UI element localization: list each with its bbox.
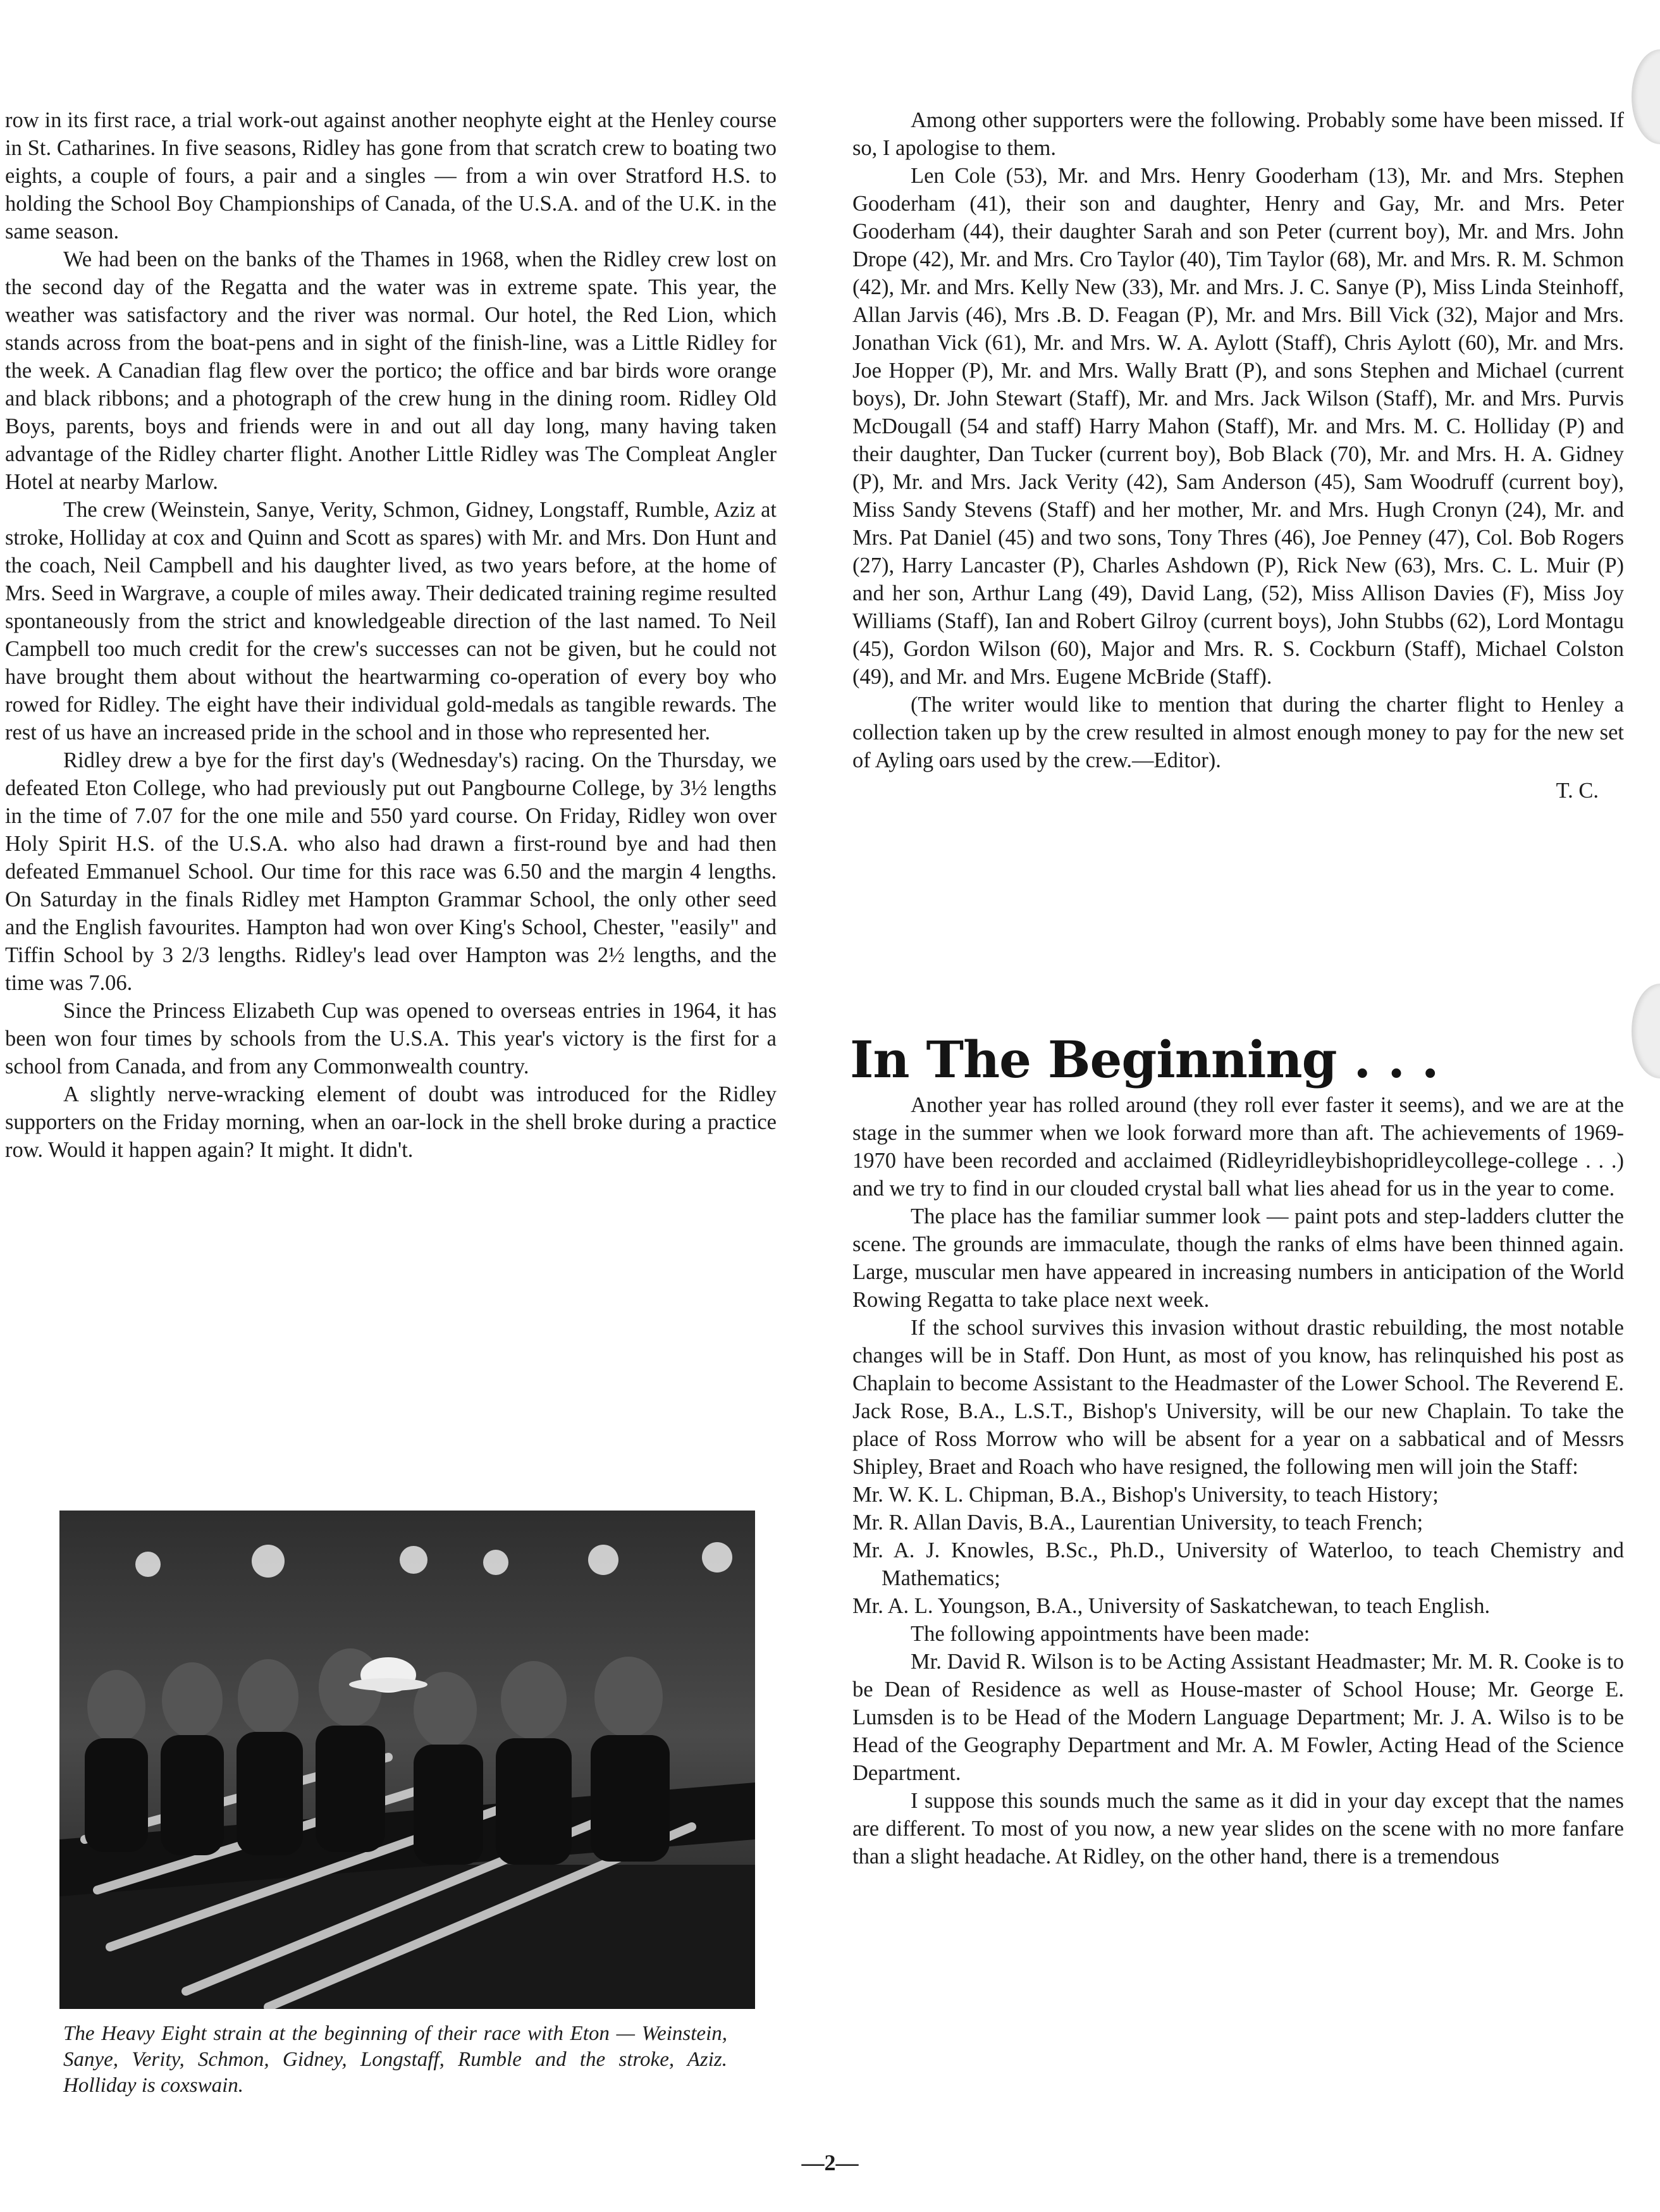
paragraph: Ridley drew a bye for the first day's (Wednesday's) racing. On the Thursday, we defeated Eton College, who had previously put out Pangbourne College, by 3½ lengths in the time of 7.07 for the one mile and 550 yard course. On Friday, Ridley won over Holy Spirit H.S. of the U.S.A. who also had drawn a first-round bye and had then defeated Emmanuel School. Our time for this race was 6.50 and the margin 4 lengths. On Saturday in the finals Ridley met Hampton Grammar School, the only other seed and the English favourites. Hampton had won over King's School, Chester, "easily" and Tiffin School by 3 2/3 lengths. Ridley's lead over Hampton was 2½ lengths, and the time was 7.06. bbox=[5, 748, 777, 995]
new-staff-item: Mr. A. L. Youngson, B.A., University of Saskatchewan, to teach English. bbox=[852, 1594, 1491, 1618]
paragraph: If the school survives this invasion without drastic rebuilding, the most notable changes will be in Staff. Don Hunt, as most of you know, has relinquished his post as Chaplain to become Assistant to the Headmaster of the Lower School. The Reverend E. Jack Rose, B.A., L.S.T., Bishop's University, will be our new Chaplain. To take the place of Ross Morrow who will be absent for a year on a sabbatical and of Messrs Shipley, Braet and Roach who have resigned, the following men will join the Staff: bbox=[852, 1316, 1624, 1479]
right-column-top bbox=[852, 106, 1624, 805]
right-column-bottom bbox=[852, 1091, 1624, 1870]
paragraph: row in its first race, a trial work-out against another neophyte eight at the Henley course in St. Catharines. In five seasons, Ridley has gone from that scratch crew to boating two eights, a couple of fours, a pair and a singles — from a win over Stratford H.S. to holding the School Boy Championships of Canada, of the U.S.A. and of the U.K. in the same season. bbox=[5, 108, 777, 244]
editor-note: (The writer would like to mention that during the charter flight to Henley a collection taken up by the crew resulted in almost enough money to pay for the new set of Ayling oars used by the crew.—Editor). bbox=[852, 693, 1624, 772]
paragraph: The crew (Weinstein, Sanye, Verity, Schmon, Gidney, Longstaff, Rumble, Aziz at stroke, Holliday at cox and Quinn and Scott as spares) with Mr. and Mrs. Don Hunt and the coach, Neil Campbell and his daughter lived, as two years before, at the home of Mrs. Seed in Wargrave, a couple of miles away. Their dedicated training regime resulted spontaneously from the strict and knowledgeable direction of the last named. To Neil Campbell too much credit for the crew's successes can not be given, but he could not have brought them about without the heartwarming co-operation of every boy who rowed for Ridley. The eight have their individual gold-medals as tangible rewards. The rest of us have an increased pride in the school and in those who represented her. bbox=[5, 498, 777, 745]
left-column bbox=[5, 106, 777, 1164]
article-heading: In The Beginning . . . bbox=[850, 1030, 1439, 1089]
rowing-crew-photo bbox=[59, 1511, 755, 2009]
new-staff-item: Mr. A. J. Knowles, B.Sc., Ph.D., University of Waterloo, to teach Chemistry and Mathematics; bbox=[852, 1538, 1624, 1590]
paragraph: Among other supporters were the following. Probably some have been missed. If so, I apologise to them. bbox=[852, 108, 1624, 160]
new-staff-item: Mr. W. K. L. Chipman, B.A., Bishop's University, to teach History; bbox=[852, 1483, 1439, 1507]
binder-hole-bottom bbox=[1632, 984, 1660, 1078]
new-staff-item: Mr. R. Allan Davis, B.A., Laurentian University, to teach French; bbox=[852, 1511, 1423, 1535]
paragraph: Mr. David R. Wilson is to be Acting Assistant Headmaster; Mr. M. R. Cooke is to be Dean of Residence as well as House-master of School House; Mr. George E. Lumsden is to be Head of the Modern Language Department; Mr. J. A. Wilso is to be Head of the Geography Department and Mr. A. M Fowler, Acting Head of the Science Department. bbox=[852, 1650, 1624, 1785]
paragraph: The place has the familiar summer look — paint pots and step-ladders clutter the scene. The grounds are immaculate, though the ranks of elms have been thinned again. Large, muscular men have appeared in increasing numbers in anticipation of the World Rowing Regatta to take place next week. bbox=[852, 1204, 1624, 1312]
paragraph: Since the Princess Elizabeth Cup was opened to overseas entries in 1964, it has been won four times by schools from the U.S.A. This year's victory is the first for a school from Canada, and from any Commonwealth country. bbox=[5, 999, 777, 1078]
binder-hole-top bbox=[1632, 49, 1660, 144]
paragraph: A slightly nerve-wracking element of doubt was introduced for the Ridley supporters on the Friday morning, when an oar-lock in the shell broke during a practice row. Would it happen again? It might. It didn't. bbox=[5, 1082, 777, 1162]
page-number: —2— bbox=[801, 2150, 859, 2175]
author-signoff: T. C. bbox=[1556, 779, 1599, 803]
paragraph: I suppose this sounds much the same as it did in your day except that the names are different. To most of you now, a new year slides on the scene with no more fanfare than a slight headache. At Ridley, on the other hand, there is a tremendous bbox=[852, 1789, 1624, 1869]
paragraph: The following appointments have been made: bbox=[911, 1622, 1310, 1646]
photo-caption: The Heavy Eight strain at the beginning of their race with Eton — Weinstein, Sanye, Verity, Schmon, Gidney, Longstaff, Rumble and the stroke, Aziz. Holliday is coxswain. bbox=[63, 2022, 727, 2097]
supporters-list: Len Cole (53), Mr. and Mrs. Henry Gooderham (13), Mr. and Mrs. Stephen Gooderham (41), their son and daughter, Henry and Gay, Mr. and Mrs. Peter Gooderham (44), their daughter Sarah and son Peter (current boy), Mr. and Mrs. John Drope (42), Mr. and Mrs. Cro Taylor (40), Tim Taylor (68), Mr. and Mrs. R. M. Schmon (42), Mr. and Mrs. Kelly New (33), Mr. and Mrs. J. C. Sanye (P), Miss Linda Steinhoff, Allan Jarvis (46), Mrs .B. D. Feagan (P), Mr. and Mrs. Bill Vick (32), Major and Mrs. Jonathan Vick (61), Mr. and Mrs. W. A. Aylott (Staff), Chris Aylott (60), Mr. and Mrs. Joe Hopper (P), Mr. and Mrs. Wally Bratt (P), and sons Stephen and Michael (current boys), Dr. John Stewart (Staff), Mr. and Mrs. Jack Wilson (Staff), Mr. and Mrs. Purvis McDougall (54 and staff) Harry Mahon (Staff), Mr. and Mrs. M. C. Holliday (P) and their daughter, Dan Tucker (current boy), Bob Black (70), Mr. and Mrs. H. A. Gidney (P), Mr. and Mrs. Jack Verity (42), Sam Anderson (45), Sam Woodruff (current boy), Miss Sandy Stevens (Staff) and her mother, Mr. and Mrs. Hugh Cronyn (24), Mr. and Mrs. Pat Daniel (45) and two sons, Tony Thres (46), Joe Penney (47), Col. Bob Rogers (27), Harry Lancaster (P), Charles Ashdown (P), Rick New (63), Mrs. C. L. Muir (P) and her son, Arthur Lang (49), David Lang, (52), Miss Allison Davies (F), Miss Joy Williams (Staff), Ian and Robert Gilroy (current boys), John Stubbs (62), Lord Montagu (45), Gordon Wilson (60), Major and Mrs. R. S. Cockburn (Staff), Michael Colston (49), and Mr. and Mrs. Eugene McBride (Staff). bbox=[852, 164, 1624, 689]
paragraph: We had been on the banks of the Thames in 1968, when the Ridley crew lost on the second day of the Regatta and the water was in extreme spate. This year, the weather was satisfactory and the river was normal. Our hotel, the Red Lion, which stands across from the boat-pens and in sight of the finish-line, was a Little Ridley for the week. A Canadian flag flew over the portico; the office and bar birds wore orange and black ribbons; and a photograph of the crew hung in the dining room. Ridley Old Boys, parents, boys and friends were in and out all day long, many having taken advantage of the Ridley charter flight. Another Little Ridley was The Compleat Angler Hotel at nearby Marlow. bbox=[5, 247, 777, 494]
paragraph: Another year has rolled around (they roll ever faster it seems), and we are at the stage in the summer when we look forward more than aft. The achievements of 1969-1970 have been recorded and acclaimed (Ridleyridleybishopridleycollege-college . . .) and we try to find in our clouded crystal ball what lies ahead for us in the year to come. bbox=[852, 1093, 1624, 1201]
